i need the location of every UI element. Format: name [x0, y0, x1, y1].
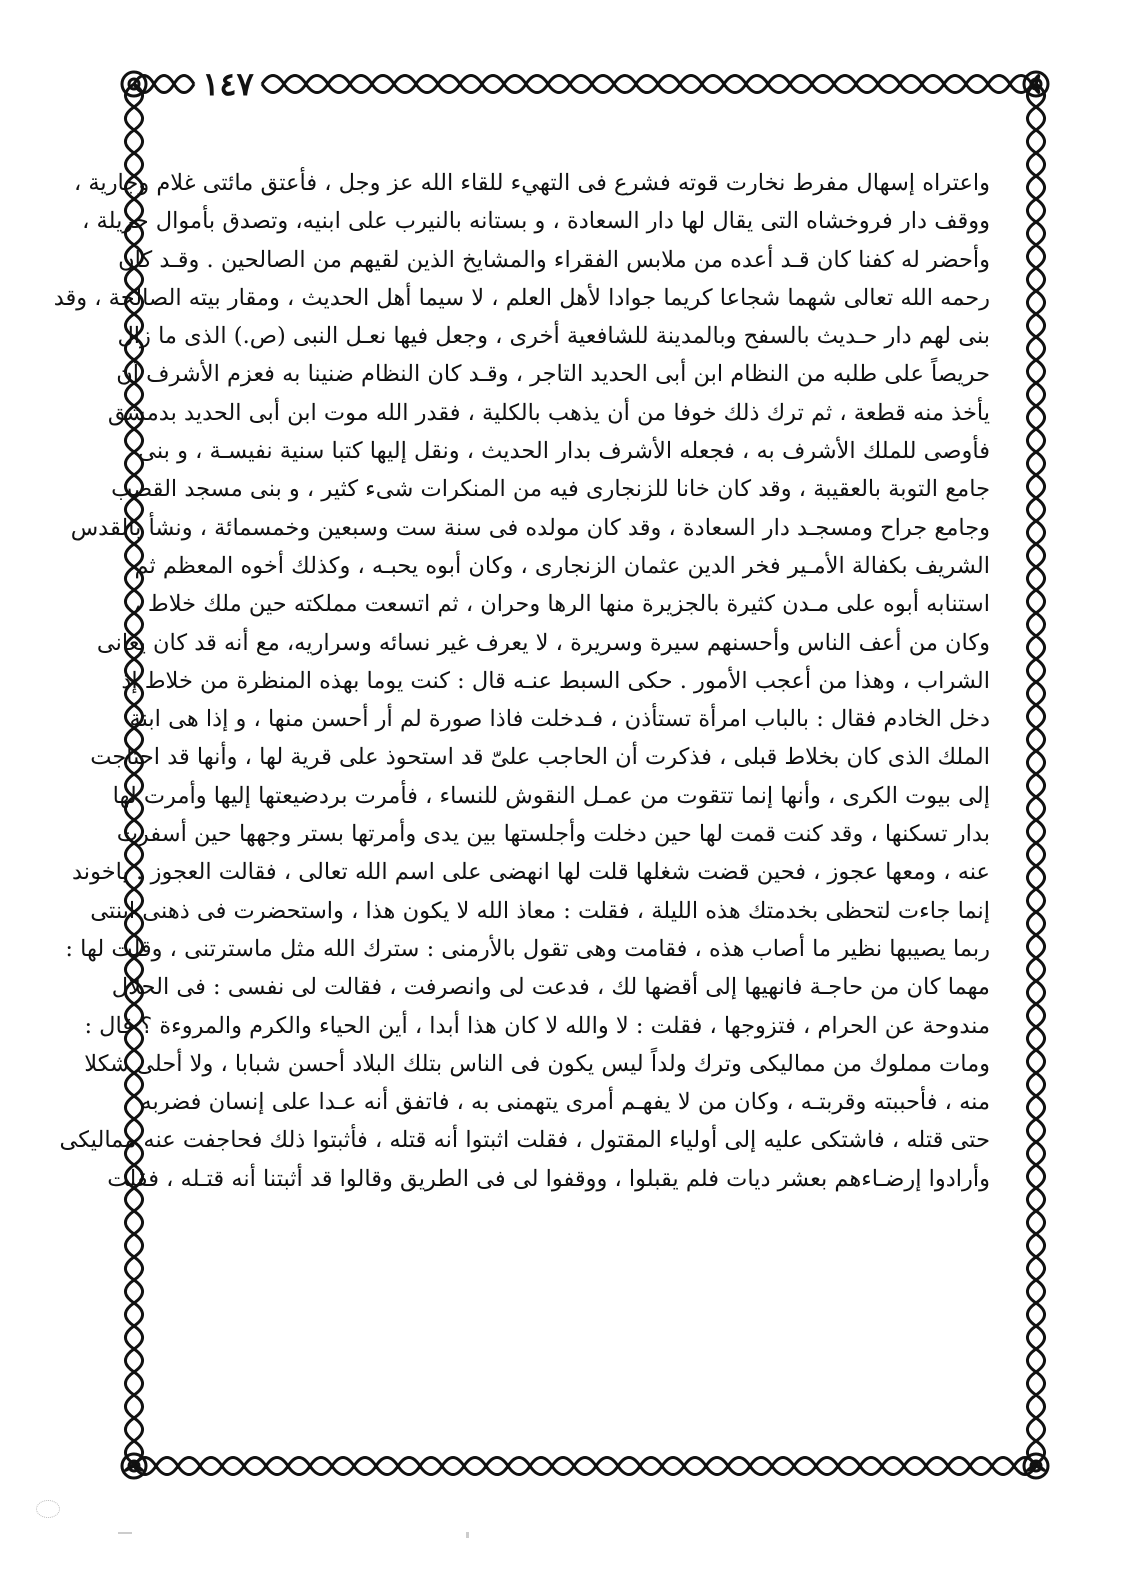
- text-line: وأرادوا إرضـاءهم بعشر ديات فلم يقبلوا ، ووقفوا لى فى الطريق وقالوا قد أثبتنا أنه قتـله ، فقلت: [107, 1165, 990, 1192]
- text-line: بنى لهم دار حـديث بالسفح وبالمدينة للشافعية أخرى ، وجعل فيها نعـل النبى (ص.) الذى ما زال: [117, 323, 990, 350]
- text-line: دخل الخادم فقال : بالباب امرأة تستأذن ، فـدخلت فاذا صورة لم أر أحسن منها ، و إذا هى ابنة: [129, 706, 990, 733]
- text-line: بدار تسكنها ، وقد كنت قمت لها حين دخلت وأجلستها بين يدى وأمرتها بستر وجهها حين أسفرت: [116, 821, 990, 848]
- text-line: مهما كان من حاجـة فانهيها إلى أقضها لك ، فدعت لى وانصرفت ، فقالت لى نفسى : فى الحلال: [111, 974, 990, 1001]
- text-line: يأخذ منه قطعة ، ثم ترك ذلك خوفا من أن يذهب بالكلية ، فقدر الله موت ابن أبى الحديد بدمشق: [107, 399, 990, 426]
- text-line: إنما جاءت لتحظى بخدمتك هذه الليلة ، فقلت : معاذ الله لا يكون هذا ، واستحضرت فى ذهنى ابنتى: [90, 897, 990, 924]
- text-line: وجامع جراح ومسجـد دار السعادة ، وقد كان مولده فى سنة ست وسبعين وخمسمائة ، ونشأ بالقدس: [70, 514, 990, 541]
- scan-speck: [118, 1532, 132, 1534]
- page-number: ١٤٧: [196, 62, 260, 106]
- text-line: الملك الذى كان بخلاط قبلى ، فذكرت أن الحاجب علىّ قد استحوذ على قرية لها ، وأنها قد احتاجت: [90, 744, 990, 771]
- text-line: ربما يصيبها نظير ما أصاب هذه ، فقامت وهى تقول بالأرمنى : سترك الله مثل ماسترتنى ، وقلت لها :: [65, 935, 990, 962]
- text-line: ووقف دار فروخشاه التى يقال لها دار السعادة ، و بستانه بالنيرب على ابنيه، وتصدق بأموال جزيلة ،: [82, 208, 990, 235]
- text-line: استنابه أبوه على مـدن كثيرة بالجزيرة منها الرها وحران ، ثم اتسعت مملكته حين ملك خلاط ،: [133, 591, 990, 618]
- text-line: فأوصى للملك الأشرف به ، فجعله الأشرف بدار الحديث ، ونقل إليها كتبا سنية نفيسـة ، و بنى: [138, 438, 990, 465]
- text-line: الشراب ، وهذا من أعجب الأمور . حكى السبط عنـه قال : كنت يوما بهذه المنظرة من خلاط إذ: [121, 667, 990, 694]
- scan-speck: [466, 1532, 469, 1538]
- text-line: حريصاً على طلبه من النظام ابن أبى الحديد التاجر ، وقـد كان النظام ضنينا به فعزم الأشرف أن: [116, 361, 990, 388]
- text-line: رحمه الله تعالى شهما شجاعا كريما جوادا لأهل العلم ، لا سيما أهل الحديث ، ومقار بيته الصالحة ، وقد: [53, 284, 990, 311]
- text-line: حتى قتله ، فاشتكى عليه إلى أولياء المقتول ، فقلت اثبتوا أنه قتله ، فأثبتوا ذلك فحاجفت عنه مماليكى: [59, 1127, 990, 1154]
- text-line: واعتراه إسهال مفرط نخارت قوته فشرع فى التهيء للقاء الله عز وجل ، فأعتق مائتى غلام وجارية ،: [73, 170, 990, 196]
- text-line: الشريف بكفالة الأمـير فخر الدين عثمان الزنجارى ، وكان أبوه يحبـه ، وكذلك أخوه المعظم ثم: [134, 552, 990, 579]
- text-line: وأحضر له كفنا كان قـد أعده من ملابس الفقراء والمشايخ الذين لقيهم من الصالحين . وقـد كان: [118, 246, 990, 273]
- scan-speck: [36, 1500, 60, 1518]
- text-line: إلى بيوت الكرى ، وأنها إنما تتقوت من عمـل النقوش للنساء ، فأمرت بردضيعتها إليها وأمرت لها: [112, 782, 990, 809]
- body-text: [53, 164, 990, 1426]
- text-line: ومات مملوك من مماليكى وترك ولداً ليس يكون فى الناس بتلك البلاد أحسن شبابا ، ولا أحلى شكلا: [84, 1050, 990, 1077]
- text-line: وكان من أعف الناس وأحسنهم سيرة وسريرة ، لا يعرف غير نسائه وسراريه، مع أنه قد كان يعانى: [96, 629, 990, 656]
- text-line: عنه ، ومعها عجوز ، فحين قضت شغلها قلت لها انهضى على اسم الله تعالى ، فقالت العجوز : ياخوند: [72, 859, 990, 886]
- text-line: منه ، فأحببته وقربتـه ، وكان من لا يفهـم أمرى يتهمنى به ، فاتفق أنه عـدا على إنسان فضربه: [140, 1089, 990, 1116]
- text-line: مندوحة عن الحرام ، فتزوجها ، فقلت : لا والله لا كان هذا أبدا ، أين الحياء والكرم والمروءة ؟ قال :: [84, 1012, 990, 1039]
- text-line: جامع التوبة بالعقيبة ، وقد كان خانا للزنجارى فيه من المنكرات شىء كثير ، و بنى مسجد القصب: [111, 476, 990, 503]
